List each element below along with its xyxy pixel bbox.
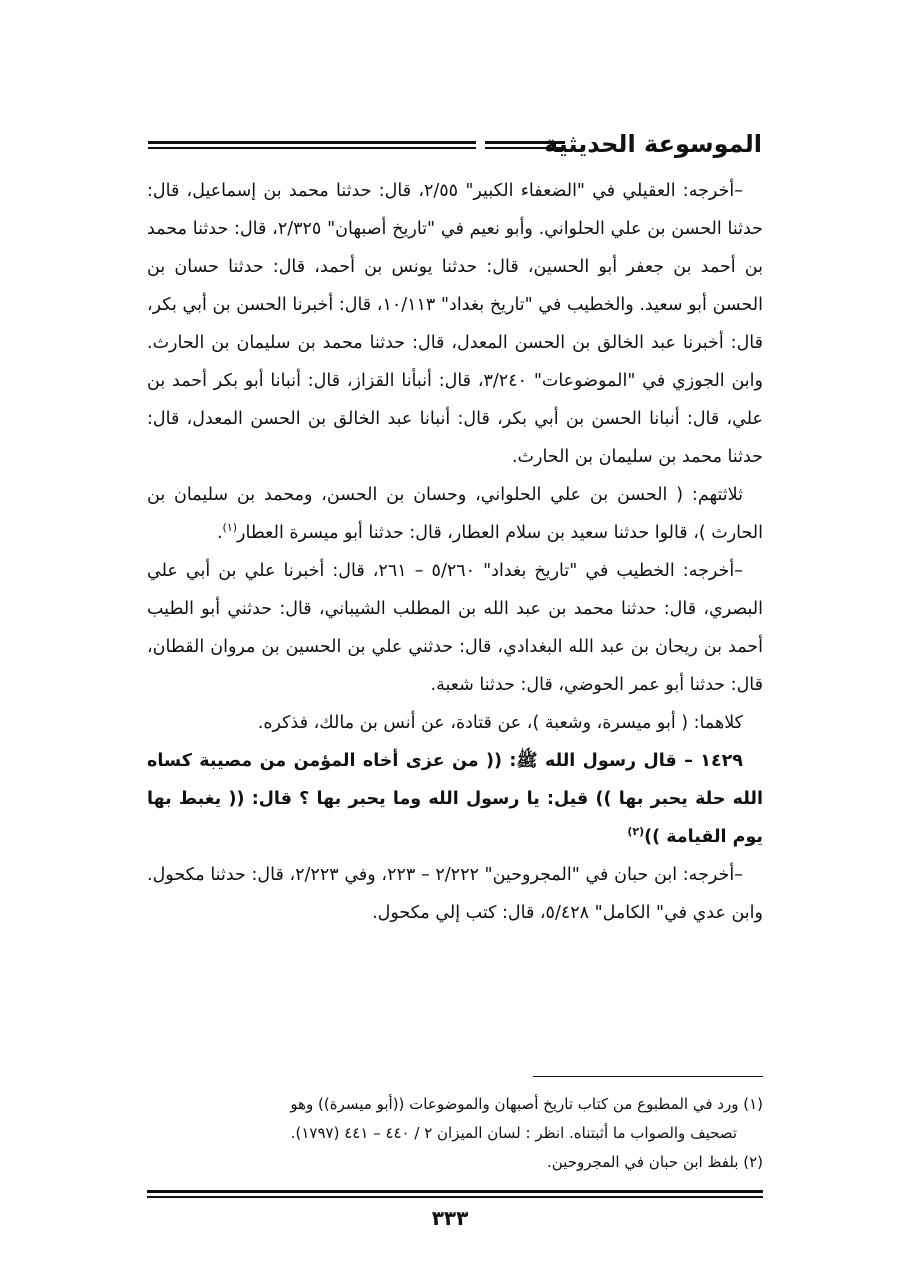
paragraph-chain-end: . (216, 523, 223, 543)
footnote-ref-1[interactable]: (١) (222, 521, 238, 535)
footer-rule (147, 1190, 763, 1198)
running-header (148, 124, 762, 164)
header-title: الموسوعة الحديثية (544, 130, 762, 158)
footnotes (147, 1090, 763, 1177)
footnote-2: (٢) بلفظ ابن حبان في المجروحين. (547, 1153, 763, 1171)
page-number: ٣٣٣ (431, 1206, 469, 1230)
footnote-1: (١) ورد في المطبوع من كتاب تاريخ أصبهان والموضوعات ((أبو ميسرة)) وهو (290, 1095, 763, 1113)
header-rule-left (148, 141, 476, 149)
footnote-separator (533, 1076, 763, 1077)
hadith-1429 (147, 742, 763, 856)
paragraph-both: كلاهما: ( أبو ميسرة، وشعبة )، عن قتادة، عن أنس بن مالك، فذكره. (257, 713, 743, 733)
paragraph-takhrij-3: –أخرجه: ابن حبان في "المجروحين" ٢/٢٢٢ – ٢٢٣، وفي ٢/٢٢٣، قال: حدثنا مكحول. وابن عدي في" الكامل" ٥/٤٢٨، قال: كتب إلي مكحول. (147, 865, 763, 923)
paragraph-takhrij-1: –أخرجه: العقيلي في "الضعفاء الكبير" ٢/٥٥، قال: حدثنا محمد بن إسماعيل، قال: حدثنا الحسن بن علي الحلواني. وأبو نعيم في "تاريخ أصبهان" ٢/٣٢٥، قال: حدثنا محمد بن أحمد بن جعفر أبو الحسين، قال: حدثنا يونس بن أحمد، قال: حدثنا حسان بن الحسن أبو سعيد. والخطيب في "تاريخ بغداد" ١٠/١١٣، قال: أخبرنا الحسن بن أبي بكر، قال: أخبرنا عبد الخالق بن الحسن المعدل، قال: حدثنا محمد بن سليمان بن الحارث. وابن الجوزي في "الموضوعات" ٣/٢٤٠، قال: أنبأنا القزاز، قال: أنبانا أبو بكر أحمد بن علي، قال: أنبانا الحسن بن أبي بكر، قال: أنبانا عبد الخالق بن الحسن المعدل، قال: حدثنا محمد بن سليمان بن الحارث. (147, 181, 763, 467)
paragraph-takhrij-2: –أخرجه: الخطيب في "تاريخ بغداد" ٥/٢٦٠ – ٢٦١، قال: أخبرنا علي بن أبي علي البصري، قال: حدثنا محمد بن عبد الله بن المطلب الشيباني، قال: حدثني أبو الطيب أحمد بن ريحان بن عبد الله البغدادي، قال: حدثني علي بن الحسين بن مروان القطان، قال: حدثنا أبو عمر الحوضي، قال: حدثنا شعبة. (147, 561, 763, 695)
footnote-ref-2[interactable]: (٢) (627, 825, 645, 839)
paragraph-chain-summary (147, 476, 763, 552)
footnote-1-continued: تصحيف والصواب ما أثبتناه. انظر : لسان الميزان ٢ / ٤٤٠ – ٤٤١ (١٧٩٧). (290, 1124, 737, 1142)
hadith-text: ١٤٢٩ – قال رسول الله ﷺ: (( من عزى أخاه المؤمن من مصيبة كساه الله حلة يحبر بها )) قيل: يا رسول الله وما يحبر بها ؟ قال: (( يغبط بها يوم القيامة )) (147, 751, 763, 847)
main-text (147, 172, 763, 932)
paragraph-chain-text: ثلاثتهم: ( الحسن بن علي الحلواني، وحسان بن الحسن، ومحمد بن سليمان بن الحارث )، قالوا حدثنا سعيد بن سلام العطار، قال: حدثنا أبو ميسرة العطار (147, 485, 763, 543)
